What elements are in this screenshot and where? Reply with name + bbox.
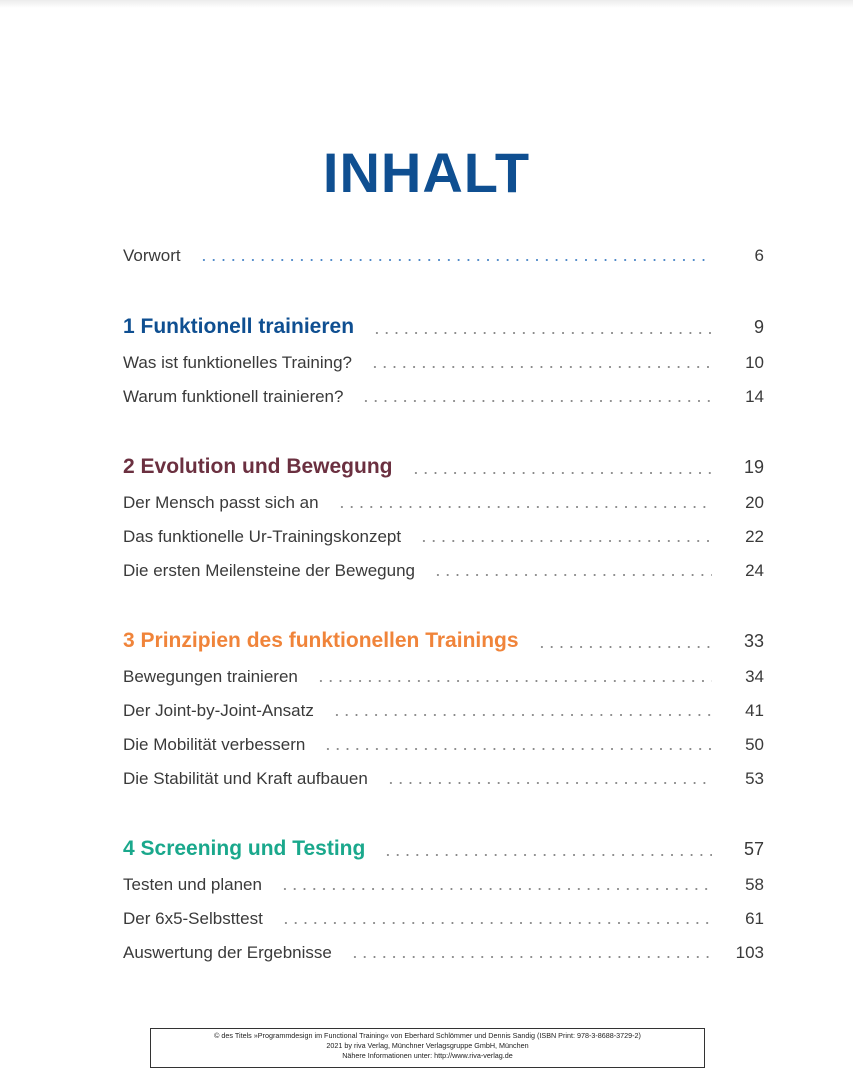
toc-page-number: 34	[745, 667, 764, 686]
dot-leader	[537, 646, 712, 648]
toc-entry-label: Vorwort	[123, 246, 181, 265]
dot-leader	[350, 956, 712, 958]
toc-chapter-label: 2 Evolution und Bewegung	[123, 455, 393, 478]
toc-section-label: Der 6x5-Selbsttest	[123, 909, 263, 928]
toc-section-label: Der Mensch passt sich an	[123, 493, 319, 512]
dot-leader	[372, 332, 712, 334]
toc-entry-preface[interactable]	[123, 246, 764, 266]
toc-section-label: Die Mobilität verbessern	[123, 735, 306, 754]
toc-section-label: Die ersten Meilensteine der Bewegung	[123, 561, 416, 580]
dot-leader	[433, 574, 712, 576]
toc-page-number: 9	[753, 317, 764, 337]
toc-page-number: 41	[745, 701, 764, 720]
toc-section-label: Testen und planen	[123, 875, 262, 894]
toc-section[interactable]	[123, 527, 764, 547]
toc-section[interactable]	[123, 667, 764, 687]
toc-section-label: Bewegungen trainieren	[123, 667, 298, 686]
dot-leader	[337, 506, 712, 508]
toc-page-number: 22	[745, 527, 764, 546]
toc-page-number: 50	[745, 735, 764, 754]
toc-section-label: Warum funktionell trainieren?	[123, 387, 344, 406]
dot-leader	[316, 680, 712, 682]
copyright-line-2: 2021 by riva Verlag, Münchner Verlagsgruppe GmbH, München	[326, 1041, 529, 1050]
toc-section[interactable]	[123, 353, 764, 373]
toc-page-number: 20	[745, 493, 764, 512]
toc-section[interactable]	[123, 943, 764, 963]
dot-leader	[383, 854, 712, 856]
copyright-footer	[150, 1028, 705, 1068]
toc-page-number: 53	[745, 769, 764, 788]
toc-page-number: 57	[743, 839, 764, 859]
toc-section[interactable]	[123, 875, 764, 895]
toc-chapter-4[interactable]	[123, 837, 764, 861]
toc-section-label: Das funktionelle Ur-Trainingskonzept	[123, 527, 402, 546]
toc-chapter-label: 1 Funktionell trainieren	[123, 315, 355, 338]
dot-leader	[281, 922, 712, 924]
toc-page-number: 33	[743, 631, 764, 651]
toc-page-number: 103	[735, 943, 764, 962]
toc-page-number: 24	[745, 561, 764, 580]
toc-section[interactable]	[123, 493, 764, 513]
page-top-shadow	[0, 0, 853, 8]
toc-section-label: Der Joint-by-Joint-Ansatz	[123, 701, 314, 720]
toc-page-number: 19	[743, 457, 764, 477]
dot-leader	[411, 472, 713, 474]
dot-leader	[370, 366, 712, 368]
dot-leader	[323, 748, 712, 750]
toc-page-number: 6	[754, 246, 764, 265]
toc-chapter-label: 3 Prinzipien des funktionellen Trainings	[123, 629, 519, 652]
toc-section-label: Auswertung der Ergebnisse	[123, 943, 332, 962]
toc-section[interactable]	[123, 387, 764, 407]
toc-section[interactable]	[123, 909, 764, 929]
copyright-line-3: Nähere Informationen unter: http://www.riva-verlag.de	[342, 1051, 513, 1060]
toc-chapter-1[interactable]	[123, 315, 764, 339]
toc-page-number: 10	[745, 353, 764, 372]
toc-chapter-label: 4 Screening und Testing	[123, 837, 366, 860]
toc-section[interactable]	[123, 769, 764, 789]
toc-page-number: 61	[745, 909, 764, 928]
dot-leader	[280, 888, 712, 890]
toc-chapter-2[interactable]	[123, 455, 764, 479]
toc-page-number: 58	[745, 875, 764, 894]
page-title: INHALT	[322, 141, 531, 204]
toc-page-number: 14	[745, 387, 764, 406]
toc-section[interactable]	[123, 561, 764, 581]
dot-leader	[386, 782, 712, 784]
dot-leader	[199, 259, 712, 261]
dot-leader	[419, 540, 712, 542]
dot-leader	[332, 714, 712, 716]
toc-section[interactable]	[123, 735, 764, 755]
toc-section-label: Was ist funktionelles Training?	[123, 353, 352, 372]
dot-leader	[361, 400, 712, 402]
toc-section[interactable]	[123, 701, 764, 721]
toc-chapter-3[interactable]	[123, 629, 764, 653]
copyright-line-1: © des Titels »Programmdesign im Functional Training« von Eberhard Schlömmer und Dennis Sandig (ISBN Print: 978-3-8688-3729-2)	[214, 1031, 641, 1040]
toc-section-label: Die Stabilität und Kraft aufbauen	[123, 769, 368, 788]
